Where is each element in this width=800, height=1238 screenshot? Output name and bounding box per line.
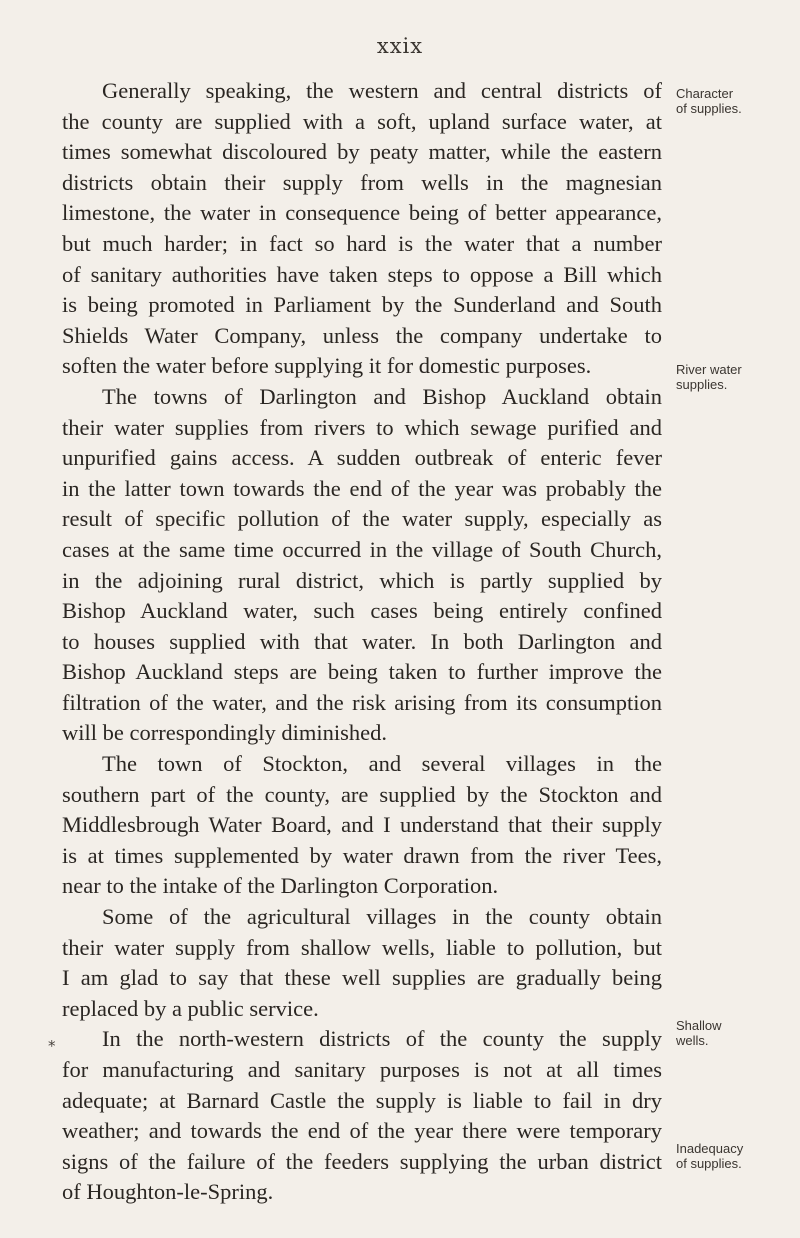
sidenote-line: of supplies. [676, 1156, 742, 1171]
text-line: Middlesbrough Water Board, and I understand that their supply [62, 812, 662, 838]
text-line: near to the intake of the Darlington Corporation. [62, 873, 499, 899]
text-line: but much harder; in fact so hard is the water that a number [62, 230, 662, 256]
text-line: In the north-western districts of the county the supply [102, 1026, 662, 1052]
text-line: in the latter town towards the end of the year was probably the [62, 475, 662, 501]
text-line: of Houghton-le-Spring. [62, 1179, 274, 1205]
text-line: is at times supplemented by water drawn from the river Tees, [62, 842, 662, 868]
text-line: Some of the agricultural villages in the county obtain [102, 904, 662, 930]
text-line: Shields Water Company, unless the company undertake to [62, 322, 662, 348]
text-line: weather; and towards the end of the year there were temporary [62, 1118, 662, 1144]
paragraph-character-of-supplies [62, 76, 662, 382]
sidenote-line: River water [676, 362, 742, 377]
sidenote-character-of-supplies [676, 86, 788, 116]
text-line: is being promoted in Parliament by the Sunderland and South [62, 292, 662, 318]
text-line: the county are supplied with a soft, upland surface water, at [62, 108, 662, 134]
sidenote-line: Shallow [676, 1018, 722, 1033]
sidenote-line: wells. [676, 1033, 709, 1048]
page-number: xxix [376, 34, 424, 58]
sidenote-line: of supplies. [676, 101, 742, 116]
text-line: soften the water before supplying it for domestic purposes. [62, 353, 592, 379]
text-line: unpurified gains access. A sudden outbreak of enteric fever [62, 445, 662, 471]
text-line: southern part of the county, are supplied by the Stockton and [62, 781, 662, 807]
margin-mark: * [48, 1037, 56, 1055]
text-line: I am glad to say that these well supplies are gradually being [62, 965, 662, 991]
text-line: for manufacturing and sanitary purposes is not at all times [62, 1057, 662, 1082]
sidenote-line: Inadequacy [676, 1141, 744, 1156]
body-text [62, 76, 662, 1208]
text-line: Bishop Auckland water, such cases being entirely confined [62, 598, 662, 624]
text-line: districts obtain their supply from wells in the magnesian [62, 169, 662, 195]
sidenote-line: supplies. [676, 377, 728, 392]
text-line: their water supply from shallow wells, liable to pollution, but [62, 934, 662, 960]
text-line: limestone, the water in consequence being of better appearance, [62, 200, 662, 226]
paragraph-stockton-supply [62, 749, 662, 902]
sidenote-shallow-wells [676, 1018, 788, 1048]
text-line: adequate; at Barnard Castle the supply is liable to fail in dry [62, 1087, 662, 1113]
sidenote-river-water-supplies [676, 362, 788, 392]
sidenote-inadequacy-of-supplies [676, 1141, 788, 1171]
sidenote-line: Character [676, 86, 734, 101]
text-line: Generally speaking, the western and central districts of [102, 78, 662, 103]
text-line: of sanitary authorities have taken steps to oppose a Bill which [62, 261, 662, 287]
paragraph-inadequacy-of-supplies [62, 1024, 662, 1208]
paragraph-shallow-wells [62, 902, 662, 1024]
text-line: Bishop Auckland steps are being taken to further improve the [62, 659, 662, 685]
text-line: times somewhat discoloured by peaty matter, while the eastern [62, 139, 662, 165]
text-line: replaced by a public service. [62, 995, 319, 1021]
paragraph-river-water-supplies [62, 382, 662, 749]
text-line: to houses supplied with that water. In both Darlington and [62, 628, 662, 654]
text-line: The town of Stockton, and several villages in the [102, 751, 662, 777]
text-line: cases at the same time occurred in the village of South Church, [62, 536, 662, 562]
text-line: filtration of the water, and the risk arising from its consumption [62, 689, 662, 715]
text-line: signs of the failure of the feeders supplying the urban district [62, 1148, 662, 1174]
text-line: result of specific pollution of the water supply, especially as [62, 506, 662, 532]
text-line: The towns of Darlington and Bishop Auckland obtain [102, 383, 662, 409]
text-line: their water supplies from rivers to which sewage purified and [62, 414, 662, 440]
text-line: in the adjoining rural district, which is partly supplied by [62, 567, 662, 593]
text-line: will be correspondingly diminished. [62, 720, 387, 746]
